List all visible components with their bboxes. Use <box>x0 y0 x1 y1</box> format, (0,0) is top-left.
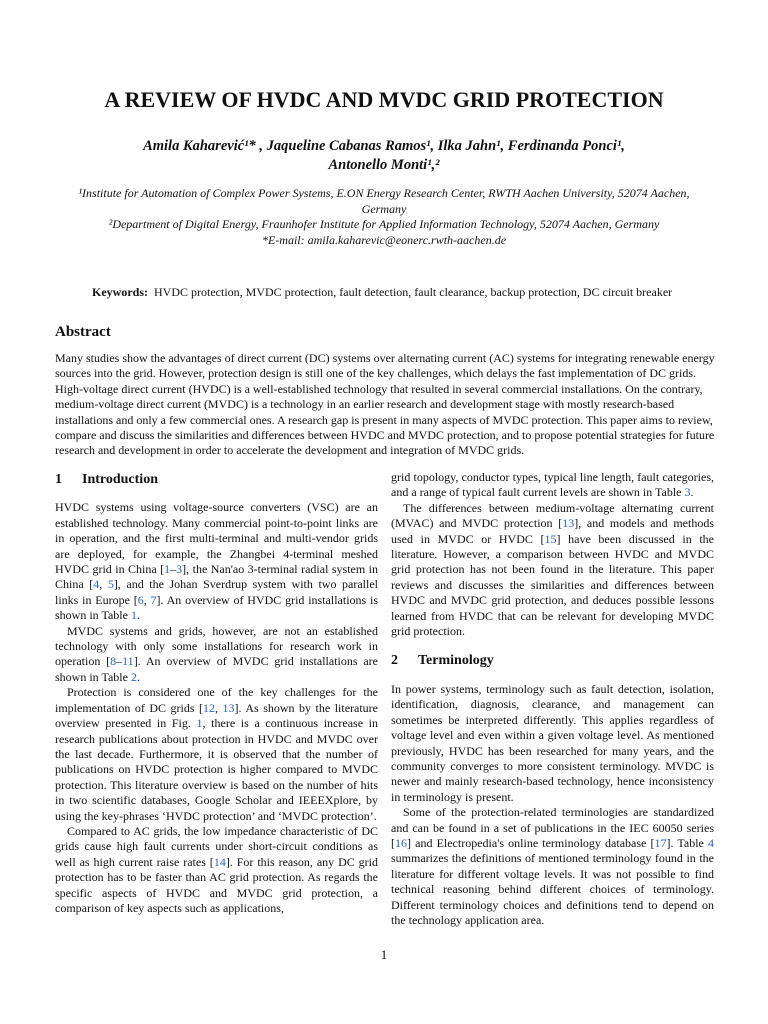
citation-link[interactable]: 3 <box>176 562 183 577</box>
affiliation-1: ¹Institute for Automation of Complex Power Systems, E.ON Energy Research Center, RWTH Aachen University, 52074 Aachen, Germany <box>78 186 690 216</box>
table-link[interactable]: 3 <box>684 485 691 500</box>
citation-link[interactable]: 11 <box>122 654 134 669</box>
author-list <box>60 137 708 175</box>
intro-paragraph-1: HVDC systems using voltage-source converters (VSC) are an established technology. Many commercial point-to-point links are in operation, and the first multi-terminal and multi-vendor grids are deployed, for example, the Zhangbei 4-terminal meshed HVDC grid in China [1–3], the Nan'ao 3-terminal radial system in China [4, 5], and the Johan Sverdrup system with two parallel links in Europe [6, 7]. An overview of HVDC grid installations is shown in Table 1. <box>55 500 379 623</box>
section-title: Terminology <box>418 653 494 669</box>
author-line-2: Antonello Monti¹,² <box>328 157 440 173</box>
figure-link[interactable]: 1 <box>196 716 203 731</box>
table-link[interactable]: 4 <box>708 835 714 850</box>
citation-link[interactable]: 8 <box>110 654 117 669</box>
abstract-heading: Abstract <box>55 324 111 340</box>
section-number: 2 <box>391 653 398 669</box>
section-title: Introduction <box>82 472 158 487</box>
keywords-text: HVDC protection, MVDC protection, fault detection, fault clearance, backup protection, DC circuit breaker <box>154 285 673 299</box>
page-number: 1 <box>380 947 388 962</box>
citation-link[interactable]: 13 <box>222 700 235 715</box>
contact-email: *E-mail: amila.kaharevic@eonerc.rwth-aachen.de <box>261 232 507 247</box>
affiliations <box>60 186 708 248</box>
author-line-1: Amila Kaharević¹* , Jaqueline Cabanas Ramos¹, Ilka Jahn¹, Ferdinanda Ponci¹, <box>143 138 625 154</box>
citation-link[interactable]: 12 <box>203 700 215 715</box>
abstract-text: Many studies show the advantages of direct current (DC) systems over alternating current (AC) systems for integrating renewable energy sources into the grid. However, protection design is still one of the key challenges, which delays the fast implementation of DC grids. High-voltage direct current (HVDC) is a well-established technology that resulted in several commercial installations. On the contrary, medium-voltage direct current (MVDC) is a technology in an earlier research and development stage with mostly research-based installations and only a few commercial ones. A research gap is present in many aspects of MVDC protection. This paper aims to review, compare and discuss the similarities and differences between HVDC and MVDC protection, and to propose potential strategies for future research and development in order to accelerate the development and integration of MVDC grids. <box>55 351 715 458</box>
citation-link[interactable]: 14 <box>213 854 226 869</box>
left-column <box>55 470 378 916</box>
keywords <box>92 285 684 300</box>
keywords-label: Keywords: <box>92 285 148 299</box>
intro-paragraph-6: The differences between medium-voltage alternating current (MVAC) and MVDC protection [13], and models and methods used in MVDC or HVDC [15] have been discussed in the literature. However, a comparison between HVDC and MVDC grid protection has not been found in the literature. This paper reviews and discusses the similarities and differences between HVDC and MVDC grid protection, and deduces possible lessons learned from HVDC that can be relevant for developing MVDC grid protection. <box>391 500 714 639</box>
citation-link[interactable]: 5 <box>107 577 114 592</box>
citation-link[interactable]: 13 <box>562 516 575 531</box>
citation-link[interactable]: 7 <box>150 592 157 607</box>
section-heading-terminology <box>391 653 714 668</box>
affiliation-2: ²Department of Digital Energy, Fraunhofer Institute for Applied Information Technology, 52074 Aachen, Germany <box>108 217 660 231</box>
table-link[interactable]: 2 <box>130 669 137 684</box>
section-number: 1 <box>55 472 62 487</box>
intro-paragraph-2: MVDC systems and grids, however, are not an established technology with only some installations for research work in operation [8–11]. An overview of MVDC grid installations are shown in Table 2. <box>55 623 378 684</box>
citation-link[interactable]: 15 <box>544 531 557 546</box>
citation-link[interactable]: 1 <box>164 562 171 577</box>
citation-link[interactable]: 6 <box>137 592 144 607</box>
section-heading-introduction <box>55 472 378 487</box>
citation-link[interactable]: 17 <box>654 835 667 850</box>
intro-paragraph-5: grid topology, conductor types, typical line length, fault categories, and a range of typical fault current levels are shown in Table 3. <box>391 470 714 500</box>
terminology-paragraph-1: In power systems, terminology such as fault detection, isolation, identification, diagnosis, clearance, and management can sometimes be interpreted differently. This applies regardless of voltage level and even within a given voltage level. As mentioned previously, HVDC has been researched for many years, and the community converges to more consistent terminology. MVDC is newer and mainly research-based technology, hence inconsistency in terminology is present. <box>391 681 714 804</box>
intro-paragraph-3: Protection is considered one of the key challenges for the implementation of DC grids [12, 13]. As shown by the literature overview presented in Fig. 1, there is a continuous increase in research publications about protection in HVDC and MVDC over the last decade. Furthermore, it is observed that the number of publications on HVDC protection is higher compared to MVDC protection. This literature overview is based on the number of hits in two scientific databases, Google Scholar and IEEEXplore, by using the key-phrases ‘HVDC protection’ and ‘MVDC protection’. <box>55 685 379 823</box>
right-column <box>391 470 714 928</box>
citation-link[interactable]: 4 <box>93 577 100 592</box>
terminology-paragraph-2: Some of the protection-related terminologies are standardized and can be found in a set of publications in the IEC 60050 series [16] and Electropedia's online terminology database [17]. Table 4 summarizes the definitions of mentioned terminology found in the literature for different voltage levels. It was not possible to find technical reasoning behind different choices of terminology. Different terminology choices and definitions tend to depend on the technology application area. <box>391 805 714 927</box>
table-link[interactable]: 1 <box>130 608 137 623</box>
intro-paragraph-4: Compared to AC grids, the low impedance characteristic of DC grids cause high fault currents under short-circuit conditions as well as high current raise rates [14]. For this reason, any DC grid protection has to be faster than AC grid protection. As regards the specific aspects of HVDC and MVDC grid protection, a comparison of key aspects such as applications, <box>55 823 378 915</box>
paper-title: A REVIEW OF HVDC AND MVDC GRID PROTECTION <box>104 87 664 112</box>
citation-link[interactable]: 16 <box>395 835 407 850</box>
